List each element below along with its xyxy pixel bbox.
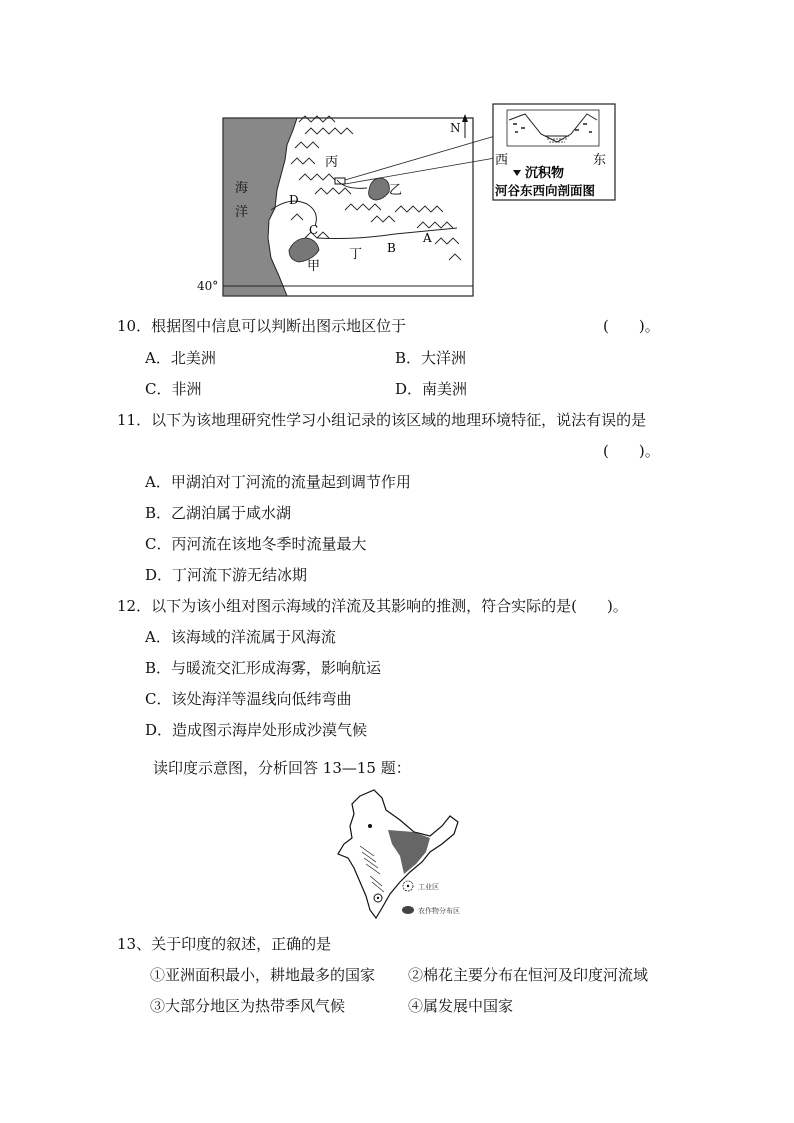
q10-option-c: C．非洲 — [145, 380, 202, 398]
q11-option-a: A．甲湖泊对丁河流的流量起到调节作用 — [145, 473, 411, 491]
inset-caption: 河谷东西向剖面图 — [495, 183, 596, 198]
q10-stem: 10．根据图中信息可以判断出图示地区位于 — [117, 317, 407, 335]
q11-option-c: C．丙河流在该地冬季时流量最大 — [145, 535, 367, 553]
ocean-label-2: 洋 — [235, 205, 249, 220]
label-yi: 乙 — [389, 183, 403, 198]
ocean-label-1: 海 — [235, 181, 249, 196]
river-ding — [317, 228, 457, 239]
q13-item-2: ②棉花主要分布在恒河及印度河流域 — [408, 966, 649, 984]
inset-sediment: 沉积物 — [525, 166, 565, 181]
label-d: D — [289, 193, 299, 207]
q13-stem: 13、关于印度的叙述，正确的是 — [117, 935, 332, 953]
q10-option-a: A．北美洲 — [145, 349, 216, 367]
label-jia: 甲 — [307, 259, 321, 274]
india-outline — [338, 790, 458, 918]
q10-bracket: ( )。 — [603, 317, 660, 335]
inset-west: 西 — [495, 153, 509, 168]
q11-option-d: D．丁河流下游无结冰期 — [145, 566, 308, 584]
q10-option-d: D．南美洲 — [395, 380, 468, 398]
latitude-label: 40° — [197, 279, 219, 293]
north-label: N — [450, 121, 461, 135]
q10-option-b: B．大洋洲 — [395, 349, 467, 367]
q13-item-3: ③大部分地区为热带季风气候 — [150, 997, 346, 1015]
q12-option-b: B．与暖流交汇形成海雾，影响航运 — [145, 659, 382, 677]
region-map — [195, 100, 625, 300]
label-a: A — [423, 231, 432, 245]
india-map — [330, 786, 480, 922]
inset-east: 东 — [593, 153, 607, 168]
q12-option-c: C．该处海洋等温线向低纬弯曲 — [145, 690, 352, 708]
label-bing: 丙 — [325, 155, 339, 170]
valley-profile-inset — [493, 104, 615, 200]
section-intro: 读印度示意图，分析回答 13—15 题： — [153, 759, 411, 777]
q12-stem: 12．以下为该小组对图示海域的洋流及其影响的推测，符合实际的是( )。 — [117, 597, 628, 615]
q11-option-b: B．乙湖泊属于咸水湖 — [145, 504, 292, 522]
q12-option-a: A．该海域的洋流属于风海流 — [145, 628, 336, 646]
q11-stem: 11．以下为该地理研究性学习小组记录的该区域的地理环境特征，说法有误的是 — [117, 411, 647, 429]
lake-yi — [369, 178, 390, 200]
q13-item-1: ①亚洲面积最小，耕地最多的国家 — [150, 966, 376, 984]
q13-item-4: ④属发展中国家 — [408, 997, 514, 1015]
q12-option-d: D．造成图示海岸处形成沙漠气候 — [145, 721, 368, 739]
legend-industry: 工业区 — [418, 883, 439, 891]
label-b: B — [387, 241, 396, 255]
label-ding: 丁 — [349, 247, 363, 262]
label-c: C — [309, 223, 319, 237]
legend-crop: 农作物分布区 — [418, 907, 460, 915]
q11-bracket: ( )。 — [603, 442, 660, 460]
